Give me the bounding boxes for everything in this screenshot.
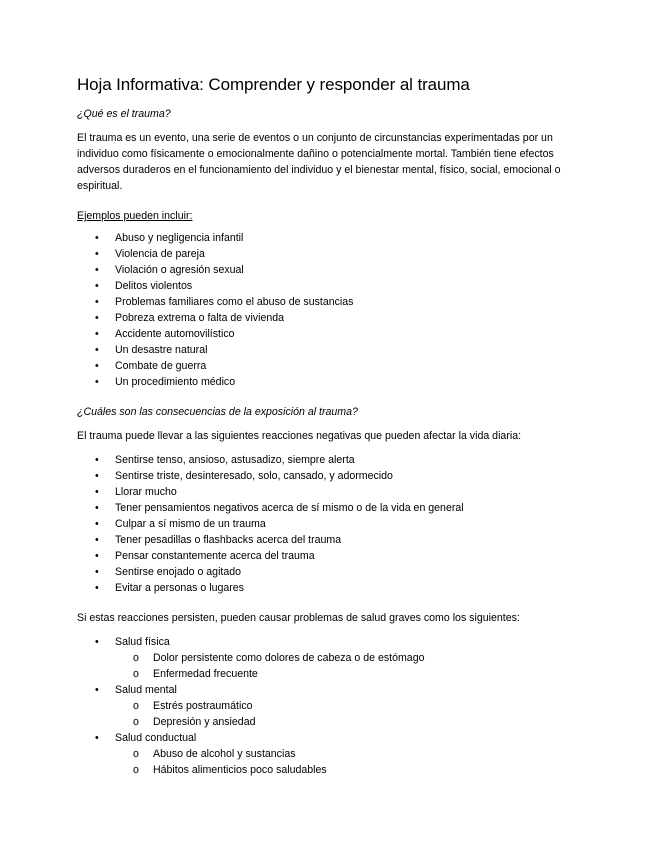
list-item [77,484,577,500]
list-item [77,452,577,468]
paragraph-line: El trauma es un evento, una serie de eventos o un conjunto de circunstancias experimentadas por un [77,132,553,144]
paragraph-line: individuo como físicamente o emocionalmente dañino o potencialmente mortal. También tiene efectos [77,148,554,160]
list-item [77,634,577,650]
paragraph-line: adversos duraderos en el funcionamiento del individuo y el bienestar mental, físico, social, emocional o [77,164,561,176]
list-item-text: Abuso y negligencia infantil [115,232,244,244]
list-item [77,230,577,246]
paragraph-line: espiritual. [77,180,123,192]
list-item [77,294,577,310]
list-item-text: Depresión y ansiedad [153,716,256,728]
bullet-icon: • [95,296,99,308]
reactions-intro: El trauma puede llevar a las siguientes reacciones negativas que pueden afectar la vida diaria: [77,430,522,442]
list-item-text: Dolor persistente como dolores de cabeza o de estómago [153,652,425,664]
list-item [77,326,577,342]
health-intro: Si estas reacciones persisten, pueden causar problemas de salud graves como los siguientes: [77,612,520,624]
list-item-text: Un procedimiento médico [115,376,236,388]
bullet-icon: • [95,454,99,466]
examples-heading: Ejemplos pueden incluir: [77,210,193,222]
list-item-text: Enfermedad frecuente [153,668,258,680]
bullet-icon: • [95,550,99,562]
examples-list [77,230,577,390]
list-item [77,516,577,532]
bullet-icon: • [95,344,99,356]
list-item [77,500,577,516]
question-consequences: ¿Cuáles son las consecuencias de la exposición al trauma? [77,406,358,418]
list-item-text: Abuso de alcohol y sustancias [153,748,296,760]
sub-bullet-icon: o [133,652,139,664]
list-item [77,650,577,666]
bullet-icon: • [95,470,99,482]
bullet-icon: • [95,360,99,372]
list-item-text: Hábitos alimenticios poco saludables [153,764,327,776]
list-item-text: Sentirse enojado o agitado [115,566,242,578]
bullet-icon: • [95,732,99,744]
list-item [77,762,577,778]
list-item-text: Delitos violentos [115,280,193,292]
list-item-text: Combate de guerra [115,360,207,372]
bullet-icon: • [95,502,99,514]
sub-bullet-icon: o [133,764,139,776]
list-item-text: Violación o agresión sexual [115,264,244,276]
list-item [77,714,577,730]
bullet-icon: • [95,518,99,530]
bullet-icon: • [95,566,99,578]
sub-bullet-icon: o [133,748,139,760]
list-item-text: Estrés postraumático [153,700,253,712]
list-item [77,698,577,714]
list-item-text: Pensar constantemente acerca del trauma [115,550,315,562]
list-item [77,374,577,390]
list-item-text: Pobreza extrema o falta de vivienda [115,312,285,324]
question-what-is-trauma: ¿Qué es el trauma? [77,108,171,120]
list-item-text: Tener pensamientos negativos acerca de sí mismo o de la vida en general [115,502,464,514]
list-item-text: Un desastre natural [115,344,208,356]
list-item [77,730,577,746]
list-item [77,682,577,698]
bullet-icon: • [95,486,99,498]
list-item-text: Llorar mucho [115,486,177,498]
list-item-text: Accidente automovilístico [115,328,235,340]
list-item [77,580,577,596]
list-item [77,548,577,564]
list-item-text: Sentirse triste, desinteresado, solo, cansado, y adormecido [115,470,393,482]
sub-bullet-icon: o [133,668,139,680]
list-item-text: Tener pesadillas o flashbacks acerca del trauma [115,534,342,546]
health-list [77,634,577,778]
bullet-icon: • [95,684,99,696]
bullet-icon: • [95,636,99,648]
list-item [77,468,577,484]
bullet-icon: • [95,534,99,546]
list-item [77,262,577,278]
list-item [77,746,577,762]
list-item [77,246,577,262]
bullet-icon: • [95,376,99,388]
sub-bullet-icon: o [133,700,139,712]
bullet-icon: • [95,248,99,260]
list-item-text: Salud física [115,636,170,648]
bullet-icon: • [95,264,99,276]
list-item [77,666,577,682]
list-item-text: Violencia de pareja [115,248,205,260]
list-item-text: Salud mental [115,684,177,696]
list-item [77,564,577,580]
list-item [77,310,577,326]
list-item-text: Culpar a sí mismo de un trauma [115,518,266,530]
definition-paragraph [77,130,577,194]
bullet-icon: • [95,328,99,340]
reactions-list [77,452,577,596]
list-item-text: Evitar a personas o lugares [115,582,244,594]
list-item [77,278,577,294]
bullet-icon: • [95,280,99,292]
list-item-text: Salud conductual [115,732,197,744]
bullet-icon: • [95,232,99,244]
bullet-icon: • [95,312,99,324]
sub-bullet-icon: o [133,716,139,728]
list-item-text: Problemas familiares como el abuso de sustancias [115,296,354,308]
document-page [77,74,577,786]
bullet-icon: • [95,582,99,594]
document-title: Hoja Informativa: Comprender y responder al trauma [77,75,470,94]
list-item [77,532,577,548]
list-item [77,358,577,374]
list-item-text: Sentirse tenso, ansioso, astusadizo, siempre alerta [115,454,355,466]
list-item [77,342,577,358]
